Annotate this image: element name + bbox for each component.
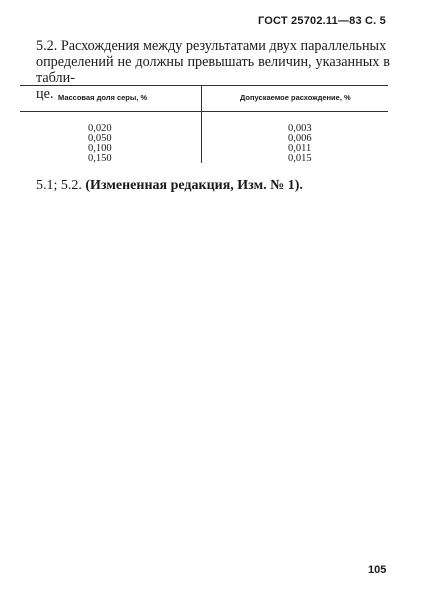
table-cell: 0,015: [288, 153, 312, 164]
allowed-discrepancy-column: [288, 124, 312, 164]
column-header-allowed-discrepancy: Допускаемое расхождение, %: [240, 93, 351, 102]
amendment-note: [36, 178, 303, 194]
amendment-sections: 5.1; 5.2.: [36, 178, 86, 193]
table-cell: 0,150: [88, 153, 112, 164]
table-header-rule: [20, 111, 388, 112]
table-top-rule: [20, 85, 388, 86]
table-cell: 0,006: [288, 133, 312, 144]
paragraph-line: определений не должны превышать величин, указанных в табли-: [36, 54, 390, 86]
table-cell: 0,011: [288, 143, 312, 154]
page-number: 105: [368, 564, 387, 576]
column-header-sulfur-fraction: Массовая доля серы, %: [58, 93, 148, 102]
table-column-divider: [201, 85, 202, 163]
table-cell: 0,003: [288, 123, 312, 134]
table-cell: 0,100: [88, 143, 112, 154]
table-cell: 0,050: [88, 133, 112, 144]
sulfur-fraction-column: [88, 124, 112, 164]
table-cell: 0,020: [88, 123, 112, 134]
amendment-text: (Измененная редакция, Изм. № 1).: [85, 178, 303, 193]
standard-reference-header: ГОСТ 25702.11—83 С. 5: [257, 15, 386, 27]
paragraph-line: це.: [36, 86, 54, 102]
paragraph-line: 5.2. Расхождения между результатами двух параллельных: [36, 38, 387, 54]
